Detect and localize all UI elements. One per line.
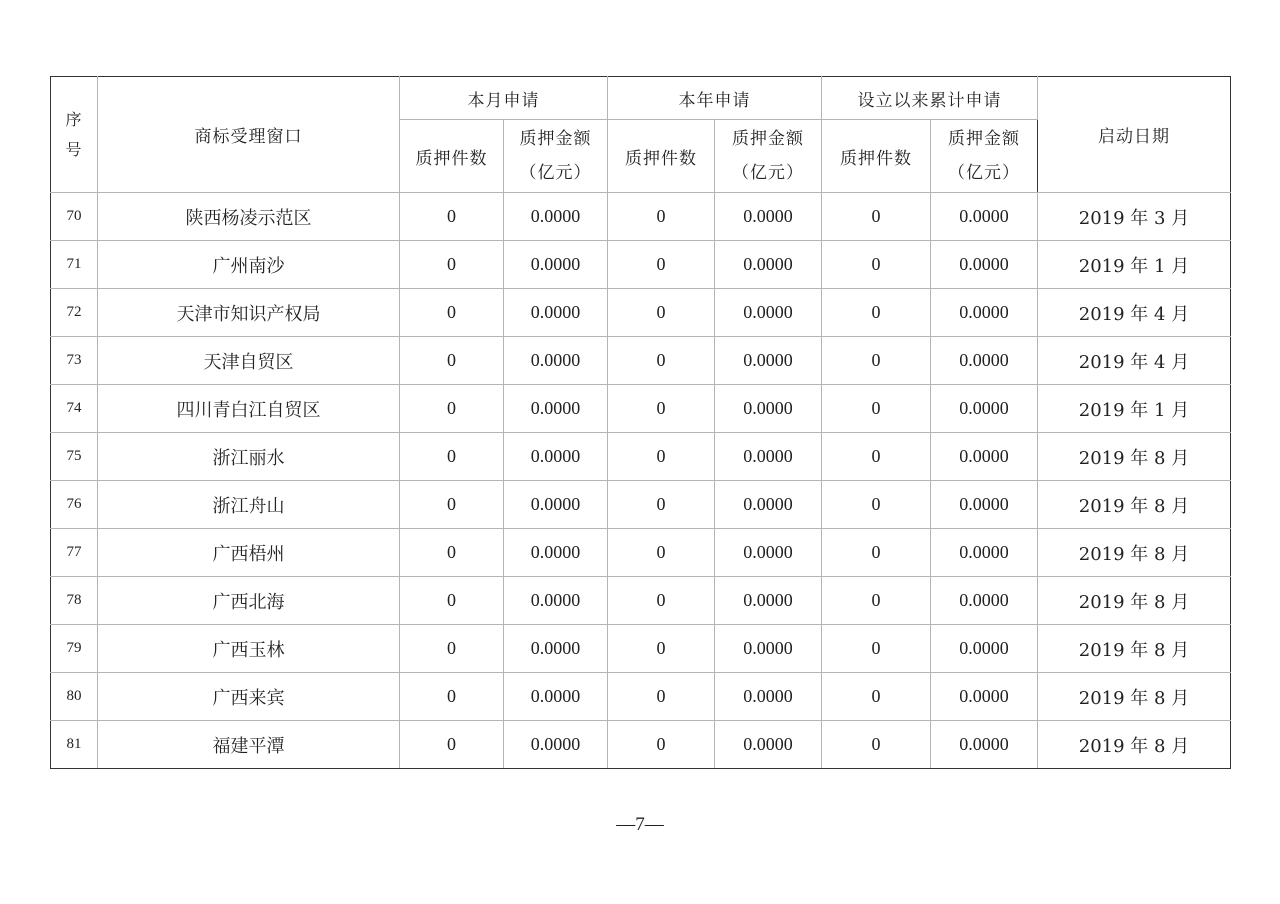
cell-start-date: 2019 年 1 月 — [1038, 385, 1231, 433]
cell-year-count: 0 — [608, 193, 715, 241]
header-total-amount — [931, 120, 1038, 193]
cell-total-count: 0 — [822, 337, 931, 385]
cell-year-amount: 0.0000 — [715, 721, 822, 769]
cell-year-amount: 0.0000 — [715, 529, 822, 577]
cell-total-count: 0 — [822, 625, 931, 673]
table-row — [51, 385, 1231, 433]
cell-total-count: 0 — [822, 241, 931, 289]
cell-seq: 79 — [51, 625, 98, 673]
cell-month-amount: 0.0000 — [504, 577, 608, 625]
cell-window: 广西北海 — [98, 577, 400, 625]
cell-year-count: 0 — [608, 289, 715, 337]
cell-year-count: 0 — [608, 529, 715, 577]
cell-year-amount: 0.0000 — [715, 673, 822, 721]
cell-window: 广西梧州 — [98, 529, 400, 577]
cell-month-count: 0 — [400, 721, 504, 769]
cell-seq: 70 — [51, 193, 98, 241]
cell-seq: 80 — [51, 673, 98, 721]
cell-seq: 75 — [51, 433, 98, 481]
cell-total-amount: 0.0000 — [931, 529, 1038, 577]
cell-year-count: 0 — [608, 241, 715, 289]
table-row — [51, 529, 1231, 577]
cell-seq: 76 — [51, 481, 98, 529]
cell-month-count: 0 — [400, 241, 504, 289]
cell-total-amount: 0.0000 — [931, 481, 1038, 529]
table-row — [51, 289, 1231, 337]
header-total-count: 质押件数 — [822, 120, 931, 193]
cell-total-amount: 0.0000 — [931, 433, 1038, 481]
cell-total-count: 0 — [822, 721, 931, 769]
cell-start-date: 2019 年 1 月 — [1038, 241, 1231, 289]
cell-year-amount: 0.0000 — [715, 337, 822, 385]
header-seq-line1: 序 — [65, 109, 83, 129]
cell-year-count: 0 — [608, 721, 715, 769]
table-row — [51, 481, 1231, 529]
table-header — [51, 77, 1231, 193]
cell-seq: 78 — [51, 577, 98, 625]
cell-start-date: 2019 年 3 月 — [1038, 193, 1231, 241]
cell-month-count: 0 — [400, 625, 504, 673]
cell-year-amount: 0.0000 — [715, 385, 822, 433]
header-month-count: 质押件数 — [400, 120, 504, 193]
header-group-total: 设立以来累计申请 — [822, 77, 1038, 120]
header-year-count: 质押件数 — [608, 120, 715, 193]
header-amount-line1: 质押金额 — [519, 129, 592, 149]
header-seq-line2: 号 — [65, 139, 83, 159]
cell-month-amount: 0.0000 — [504, 289, 608, 337]
cell-seq: 72 — [51, 289, 98, 337]
cell-start-date: 2019 年 8 月 — [1038, 529, 1231, 577]
cell-month-count: 0 — [400, 577, 504, 625]
cell-year-count: 0 — [608, 577, 715, 625]
cell-total-amount: 0.0000 — [931, 577, 1038, 625]
cell-total-count: 0 — [822, 529, 931, 577]
cell-total-count: 0 — [822, 673, 931, 721]
header-group-month: 本月申请 — [400, 77, 608, 120]
header-amount-line2: （亿元） — [948, 163, 1020, 183]
header-date: 启动日期 — [1038, 77, 1231, 193]
cell-month-count: 0 — [400, 673, 504, 721]
cell-month-count: 0 — [400, 385, 504, 433]
cell-year-amount: 0.0000 — [715, 433, 822, 481]
cell-year-amount: 0.0000 — [715, 481, 822, 529]
cell-total-amount: 0.0000 — [931, 673, 1038, 721]
cell-total-count: 0 — [822, 289, 931, 337]
cell-month-amount: 0.0000 — [504, 337, 608, 385]
cell-window: 广州南沙 — [98, 241, 400, 289]
header-year-amount — [715, 120, 822, 193]
cell-month-amount: 0.0000 — [504, 529, 608, 577]
cell-start-date: 2019 年 4 月 — [1038, 337, 1231, 385]
table-row — [51, 673, 1231, 721]
cell-total-amount: 0.0000 — [931, 193, 1038, 241]
table-row — [51, 577, 1231, 625]
header-month-amount — [504, 120, 608, 193]
cell-seq: 74 — [51, 385, 98, 433]
cell-total-count: 0 — [822, 433, 931, 481]
cell-seq: 81 — [51, 721, 98, 769]
header-amount-line2: （亿元） — [732, 163, 804, 183]
cell-window: 天津市知识产权局 — [98, 289, 400, 337]
cell-year-count: 0 — [608, 385, 715, 433]
cell-month-amount: 0.0000 — [504, 673, 608, 721]
cell-total-amount: 0.0000 — [931, 241, 1038, 289]
table-row — [51, 721, 1231, 769]
cell-total-count: 0 — [822, 385, 931, 433]
cell-start-date: 2019 年 8 月 — [1038, 625, 1231, 673]
cell-total-amount: 0.0000 — [931, 625, 1038, 673]
cell-seq: 71 — [51, 241, 98, 289]
cell-start-date: 2019 年 8 月 — [1038, 673, 1231, 721]
table-row — [51, 433, 1231, 481]
header-amount-line1: 质押金额 — [732, 129, 804, 149]
table-row — [51, 193, 1231, 241]
page-number: —7— — [616, 814, 664, 835]
cell-seq: 77 — [51, 529, 98, 577]
cell-year-amount: 0.0000 — [715, 193, 822, 241]
cell-window: 广西玉林 — [98, 625, 400, 673]
cell-month-amount: 0.0000 — [504, 481, 608, 529]
cell-year-count: 0 — [608, 673, 715, 721]
header-seq — [51, 77, 98, 193]
cell-total-amount: 0.0000 — [931, 289, 1038, 337]
cell-month-count: 0 — [400, 529, 504, 577]
cell-month-count: 0 — [400, 289, 504, 337]
cell-window: 陕西杨凌示范区 — [98, 193, 400, 241]
cell-total-count: 0 — [822, 193, 931, 241]
cell-month-amount: 0.0000 — [504, 433, 608, 481]
table-row — [51, 241, 1231, 289]
cell-month-count: 0 — [400, 193, 504, 241]
header-window: 商标受理窗口 — [98, 77, 400, 193]
cell-year-count: 0 — [608, 337, 715, 385]
header-group-year: 本年申请 — [608, 77, 822, 120]
cell-total-count: 0 — [822, 577, 931, 625]
cell-start-date: 2019 年 8 月 — [1038, 433, 1231, 481]
table-body — [51, 193, 1231, 769]
cell-total-amount: 0.0000 — [931, 337, 1038, 385]
cell-month-amount: 0.0000 — [504, 721, 608, 769]
table-row — [51, 337, 1231, 385]
header-amount-line1: 质押金额 — [948, 129, 1020, 149]
trademark-pledge-table — [50, 76, 1231, 769]
cell-start-date: 2019 年 8 月 — [1038, 577, 1231, 625]
cell-year-amount: 0.0000 — [715, 625, 822, 673]
cell-window: 福建平潭 — [98, 721, 400, 769]
cell-total-count: 0 — [822, 481, 931, 529]
cell-year-amount: 0.0000 — [715, 289, 822, 337]
cell-total-amount: 0.0000 — [931, 385, 1038, 433]
cell-window: 广西来宾 — [98, 673, 400, 721]
cell-start-date: 2019 年 4 月 — [1038, 289, 1231, 337]
header-amount-line2: （亿元） — [519, 163, 592, 183]
cell-window: 浙江舟山 — [98, 481, 400, 529]
cell-seq: 73 — [51, 337, 98, 385]
cell-year-amount: 0.0000 — [715, 577, 822, 625]
cell-month-amount: 0.0000 — [504, 241, 608, 289]
cell-window: 四川青白江自贸区 — [98, 385, 400, 433]
cell-month-count: 0 — [400, 481, 504, 529]
cell-window: 浙江丽水 — [98, 433, 400, 481]
cell-year-count: 0 — [608, 625, 715, 673]
cell-month-amount: 0.0000 — [504, 385, 608, 433]
cell-year-count: 0 — [608, 481, 715, 529]
cell-start-date: 2019 年 8 月 — [1038, 481, 1231, 529]
cell-month-amount: 0.0000 — [504, 625, 608, 673]
cell-month-amount: 0.0000 — [504, 193, 608, 241]
cell-month-count: 0 — [400, 337, 504, 385]
cell-window: 天津自贸区 — [98, 337, 400, 385]
cell-month-count: 0 — [400, 433, 504, 481]
cell-year-amount: 0.0000 — [715, 241, 822, 289]
cell-total-amount: 0.0000 — [931, 721, 1038, 769]
cell-start-date: 2019 年 8 月 — [1038, 721, 1231, 769]
table-row — [51, 625, 1231, 673]
cell-year-count: 0 — [608, 433, 715, 481]
